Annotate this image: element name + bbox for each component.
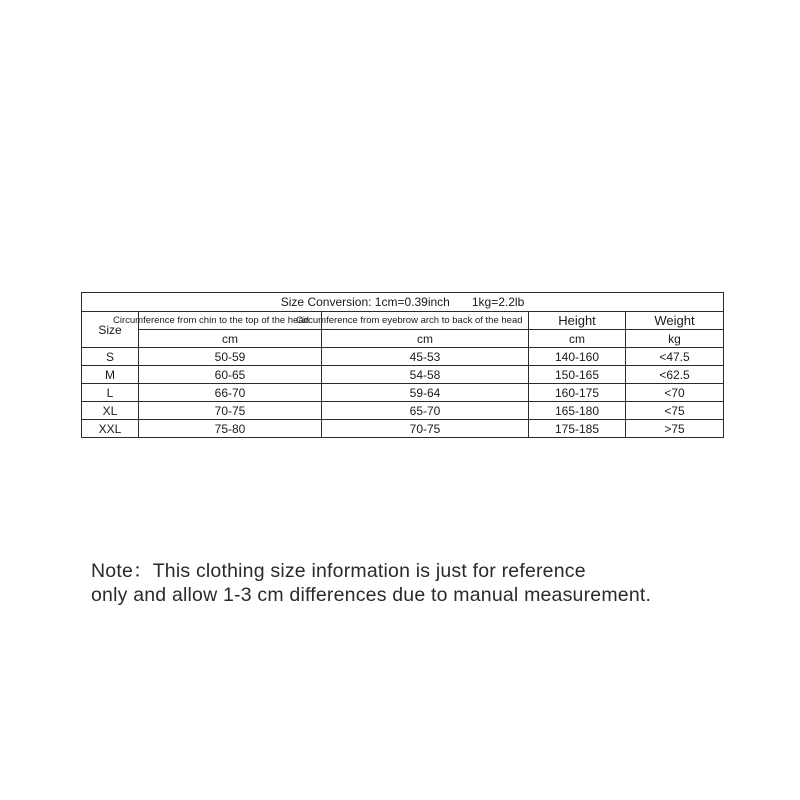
eyebrow-to-back-header: Circumference from eyebrow arch to back of the head (322, 312, 529, 330)
measurement-note (91, 559, 771, 607)
eyebrow-to-back-cell: 59-64 (322, 384, 529, 402)
table-row (82, 366, 724, 384)
size-cell: XXL (82, 420, 139, 438)
eyebrow-to-back-unit: cm (322, 330, 529, 348)
size-header: Size (82, 312, 139, 348)
height-cell: 150-165 (529, 366, 626, 384)
note-line-1: Note：This clothing size information is just for reference (91, 560, 586, 582)
size-cell: L (82, 384, 139, 402)
size-cell: S (82, 348, 139, 366)
chin-to-head-unit: cm (139, 330, 322, 348)
size-conversion-cell (82, 293, 724, 312)
weight-cell: <47.5 (626, 348, 724, 366)
table-row (82, 348, 724, 366)
eyebrow-to-back-cell: 45-53 (322, 348, 529, 366)
weight-cell: >75 (626, 420, 724, 438)
eyebrow-to-back-cell: 65-70 (322, 402, 529, 420)
chin-to-head-header: Circumference from chin to the top of the head (139, 312, 322, 330)
chin-to-head-cell: 60-65 (139, 366, 322, 384)
size-cell: XL (82, 402, 139, 420)
height-cell: 140-160 (529, 348, 626, 366)
conversion-row (82, 293, 724, 312)
chin-to-head-cell: 75-80 (139, 420, 322, 438)
header-row (82, 312, 724, 330)
note-line-2: only and allow 1-3 cm differences due to manual measurement. (91, 584, 652, 606)
chin-to-head-cell: 70-75 (139, 402, 322, 420)
weight-cell: <62.5 (626, 366, 724, 384)
height-cell: 175-185 (529, 420, 626, 438)
weight-cell: <70 (626, 384, 724, 402)
table-row (82, 384, 724, 402)
conversion-cm-inch: Size Conversion: 1cm=0.39inch (280, 295, 450, 309)
table-row (82, 402, 724, 420)
chin-to-head-cell: 66-70 (139, 384, 322, 402)
conversion-kg-lb: 1kg=2.2lb (471, 295, 525, 309)
units-row (82, 330, 724, 348)
height-cell: 160-175 (529, 384, 626, 402)
height-unit: cm (529, 330, 626, 348)
height-header: Height (529, 312, 626, 330)
eyebrow-to-back-cell: 54-58 (322, 366, 529, 384)
weight-cell: <75 (626, 402, 724, 420)
table-row (82, 420, 724, 438)
chin-to-head-cell: 50-59 (139, 348, 322, 366)
size-cell: M (82, 366, 139, 384)
weight-header: Weight (626, 312, 724, 330)
weight-unit: kg (626, 330, 724, 348)
size-chart-table (81, 292, 724, 438)
eyebrow-to-back-cell: 70-75 (322, 420, 529, 438)
height-cell: 165-180 (529, 402, 626, 420)
